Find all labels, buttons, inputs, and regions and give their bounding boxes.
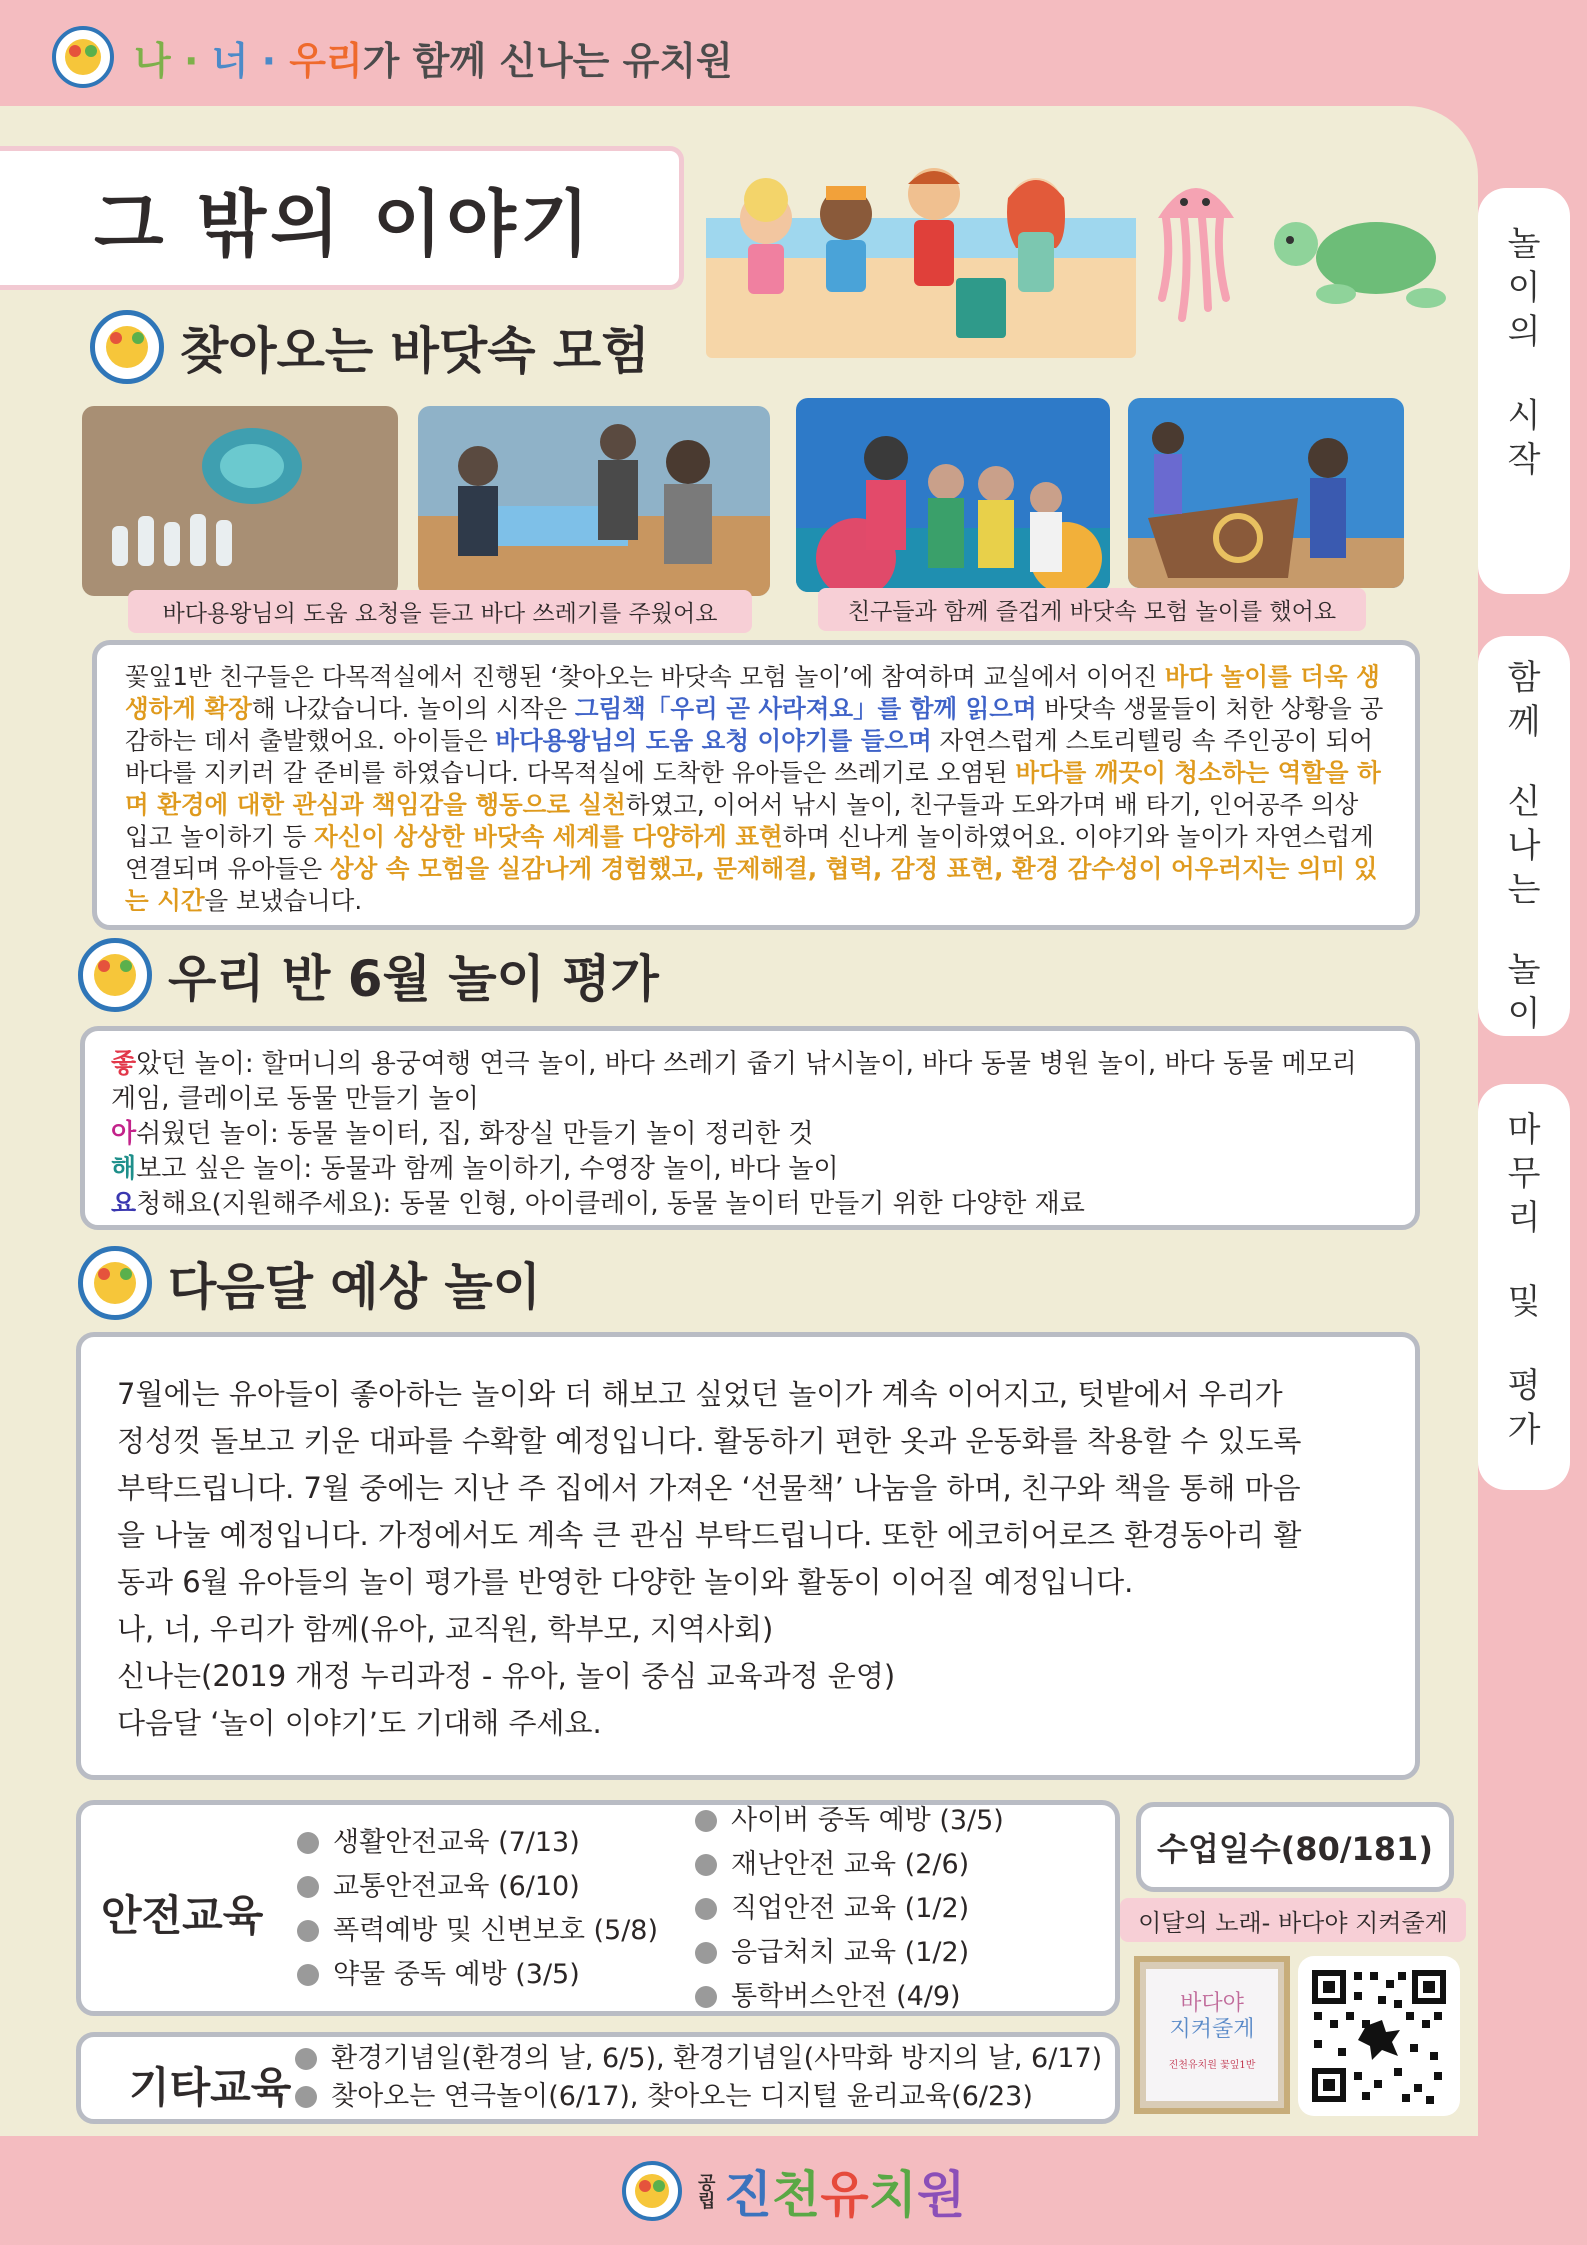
section-title-next-month xyxy=(78,1246,541,1320)
slogan-part: · xyxy=(170,39,212,83)
photo-caption-right: 친구들과 함께 즐겁게 바닷속 모험 놀이를 했어요 xyxy=(818,588,1366,631)
next-month-line: 나, 너, 우리가 함께(유아, 교직원, 학부모, 지역사회) xyxy=(117,1612,774,1646)
title-box xyxy=(0,146,684,290)
kindergarten-logo-icon xyxy=(52,26,114,88)
tab-char: 가 xyxy=(1507,1410,1541,1450)
evaluation-item xyxy=(111,1117,1389,1152)
beach-cleanup-illustration xyxy=(706,158,1454,358)
story-segment: 자신이 상상한 바닷속 세계를 다양하게 표현 xyxy=(314,822,783,851)
tab-char: 의 xyxy=(1507,312,1541,352)
section-heading: 우리 반 6월 놀이 평가 xyxy=(168,950,659,1008)
evaluation-text: 았던 놀이: 할머니의 용궁여행 연극 놀이, 바다 쓰레기 줍기 낚시놀이, 바다 동물 병원 놀이, 바다 동물 메모리 게임, 클레이로 동물 만들기 놀이 xyxy=(111,1049,1357,1114)
safety-item: 폭력예방 및 신변보호 (5/8) xyxy=(297,1909,658,1953)
tab-char: 작 xyxy=(1507,440,1541,480)
safety-item: 통학버스안전 (4/9) xyxy=(695,1975,1004,2019)
side-tab-play-together[interactable] xyxy=(1478,636,1570,1036)
section-title-ocean-adventure xyxy=(90,310,650,384)
tab-char: 놀 xyxy=(1507,950,1541,990)
tab-char: 놀 xyxy=(1507,224,1541,264)
tab-char: 함 xyxy=(1507,658,1541,698)
qr-code-icon[interactable] xyxy=(1298,1956,1460,2116)
next-month-plan-box xyxy=(76,1332,1420,1780)
monthly-song-caption: 이달의 노래- 바다야 지켜줄게 xyxy=(1120,1898,1466,1942)
photo-turtle-trash xyxy=(82,406,398,596)
story-segment: 해 나갔습니다. 놀이의 시작은 xyxy=(251,694,575,723)
tab-char: 신 xyxy=(1507,782,1541,822)
next-month-line: 7월에는 유아들이 좋아하는 놀이와 더 해보고 싶었던 놀이가 계속 이어지고, 텃밭에서 우리가 xyxy=(117,1377,1283,1411)
evaluation-item xyxy=(111,1152,1389,1187)
evaluation-text: 쉬웠던 놀이: 동물 놀이터, 집, 화장실 만들기 놀이 정리한 것 xyxy=(136,1119,814,1149)
evaluation-key: 요 xyxy=(111,1189,137,1219)
story-segment: 꽃잎1반 친구들은 다목적실에서 진행된 ‘찾아오는 바닷속 모험 놀이’에 참여하며 교실에서 이어진 xyxy=(125,662,1165,691)
story-segment: 하며 신나게 놀이하였어요. 이야기와 놀이가 자연스럽게 연결되며 유아들은 xyxy=(125,822,1374,883)
story-segment: 하였고, 이어서 낚시 놀이, 친구들과 도와가며 배 타기, 인어공주 의상 입고 놀이하기 등 xyxy=(125,790,1359,851)
story-segment: 그림책「우리 곧 사라져요」를 함께 읽으며 xyxy=(574,694,1037,723)
other-education-list xyxy=(295,2040,1102,2116)
song-pic-line1: 바다야 xyxy=(1180,1991,1244,2016)
evaluation-key: 아 xyxy=(111,1119,137,1149)
evaluation-item xyxy=(111,1187,1389,1222)
section-heading: 찾아오는 바닷속 모험 xyxy=(180,322,650,380)
section-title-june-evaluation xyxy=(78,938,659,1012)
safety-item: 재난안전 교육 (2/6) xyxy=(695,1843,1004,1887)
tab-char: 는 xyxy=(1507,870,1541,910)
other-education-item: 찾아오는 연극놀이(6/17), 찾아오는 디지털 윤리교육(6/23) xyxy=(295,2078,1102,2116)
photo-caption-left: 바다용왕님의 도움 요청을 듣고 바다 쓰레기를 주웠어요 xyxy=(128,590,752,633)
other-education-box xyxy=(76,2032,1120,2124)
kindergarten-logo-icon xyxy=(90,310,164,384)
tab-char: 이 xyxy=(1507,268,1541,308)
footer-name-char: 천 xyxy=(772,2165,821,2224)
section-heading: 다음달 예상 놀이 xyxy=(168,1258,541,1316)
safety-item: 약물 중독 예방 (3/5) xyxy=(297,1953,658,1997)
safety-list-left xyxy=(297,1821,658,1997)
safety-item: 생활안전교육 (7/13) xyxy=(297,1821,658,1865)
evaluation-item xyxy=(111,1047,1389,1117)
footer-name-char: 치 xyxy=(868,2165,917,2224)
safety-item: 교통안전교육 (6/10) xyxy=(297,1865,658,1909)
header-bar xyxy=(0,0,1587,108)
story-segment: 상상 속 모험을 실감나게 경험했고, 문제해결, 협력, 감정 표현, 환경 감수성이 어우러지는 의미 있는 시간 xyxy=(125,854,1378,915)
safety-item: 사이버 중독 예방 (3/5) xyxy=(695,1799,1004,1843)
footer-name-char: 원 xyxy=(916,2165,966,2224)
evaluation-text: 청해요(지원해주세요): 동물 인형, 아이클레이, 동물 놀이터 만들기 위한 다양한 재료 xyxy=(136,1189,1085,1219)
story-segment: 자연스럽게 스토리텔링 속 주인공이 되어 바다를 지키러 갈 준비를 하였습니다. 다목적실에 도착한 유아들은 쓰레기로 오염된 xyxy=(125,726,1374,787)
story-segment: 바다를 깨끗이 청소하는 역할을 하며 환경에 대한 관심과 책임감을 행동으로 실천 xyxy=(125,758,1381,819)
story-segment: 을 보냈습니다. xyxy=(204,886,363,915)
tab-char: 이 xyxy=(1507,994,1541,1034)
story-segment: 바다 놀이를 더욱 생생하게 확장 xyxy=(125,662,1380,723)
monthly-song-picture xyxy=(1134,1956,1290,2114)
slogan-part: · xyxy=(248,39,290,83)
tab-char: 나 xyxy=(1507,826,1541,866)
next-month-line: 동과 6월 유아들의 놀이 평가를 반영한 다양한 놀이와 활동이 이어질 예정입니다. xyxy=(117,1565,1134,1599)
side-tab-wrap-up[interactable] xyxy=(1478,1084,1570,1490)
kindergarten-logo-icon xyxy=(622,2161,682,2221)
evaluation-key: 좋 xyxy=(111,1049,137,1079)
evaluation-key: 해 xyxy=(111,1154,137,1184)
footer-name-char: 유 xyxy=(820,2165,869,2224)
footer-kindergarten-name xyxy=(724,2155,966,2227)
photo-trash-pickup xyxy=(418,406,770,596)
photo-boat-ride xyxy=(1128,398,1404,588)
tab-char: 및 xyxy=(1507,1282,1541,1322)
song-pic-line2: 지켜줄게 xyxy=(1169,2017,1255,2042)
other-education-label: 기타교육 xyxy=(129,2063,292,2112)
safety-list-right xyxy=(695,1799,1004,2019)
activity-story-text xyxy=(92,640,1420,930)
song-pic-line3: 진천유치원 꽃잎1반 xyxy=(1168,2060,1256,2071)
tab-char: 시 xyxy=(1507,396,1541,436)
footer-public-label: 공립 xyxy=(694,2172,716,2209)
footer-name-char: 진 xyxy=(723,2165,773,2224)
tab-char: 무 xyxy=(1507,1154,1541,1194)
slogan-part: 너 xyxy=(211,39,249,83)
safety-item: 직업안전 교육 (1/2) xyxy=(695,1887,1004,1931)
side-tab-play-start[interactable] xyxy=(1478,188,1570,594)
photo-undersea-costume xyxy=(796,398,1110,592)
play-evaluation-box xyxy=(80,1026,1420,1230)
next-month-line: 정성껏 돌보고 키운 대파를 수확할 예정입니다. 활동하기 편한 옷과 운동화를 착용할 수 있도록 xyxy=(117,1424,1302,1458)
evaluation-text: 보고 싶은 놀이: 동물과 함께 놀이하기, 수영장 놀이, 바다 놀이 xyxy=(136,1154,839,1184)
safety-education-label: 안전교육 xyxy=(101,1891,264,1940)
slogan-part: 우리 xyxy=(289,39,363,83)
kindergarten-logo-icon xyxy=(78,1246,152,1320)
class-days-box: 수업일수(80/181) xyxy=(1136,1802,1454,1892)
header-slogan xyxy=(134,30,733,85)
next-month-line: 다음달 ‘놀이 이야기’도 기대해 주세요. xyxy=(117,1706,602,1740)
tab-char: 평 xyxy=(1507,1366,1541,1406)
next-month-line: 신나는(2019 개정 누리과정 - 유아, 놀이 중심 교육과정 운영) xyxy=(117,1659,896,1693)
footer xyxy=(0,2136,1587,2245)
slogan-part: 나 xyxy=(134,39,171,83)
next-month-line: 을 나눌 예정입니다. 가정에서도 계속 큰 관심 부탁드립니다. 또한 에코히어로즈 환경동아리 활 xyxy=(117,1518,1302,1552)
tab-char: 께 xyxy=(1507,702,1541,742)
safety-item: 응급처치 교육 (1/2) xyxy=(695,1931,1004,1975)
slogan-part: 가 함께 신나는 유치원 xyxy=(362,39,733,83)
next-month-line: 부탁드립니다. 7월 중에는 지난 주 집에서 가져온 ‘선물책’ 나눔을 하며, 친구와 책을 통해 마음 xyxy=(117,1471,1301,1505)
tab-char: 마 xyxy=(1507,1110,1541,1150)
safety-education-box xyxy=(76,1800,1120,2016)
other-education-item: 환경기념일(환경의 날, 6/5), 환경기념일(사막화 방지의 날, 6/17) xyxy=(295,2040,1102,2078)
story-segment: 바닷속 생물들이 처한 상황을 공감하는 데서 출발했어요. 아이들은 xyxy=(125,694,1384,755)
kindergarten-logo-icon xyxy=(78,938,152,1012)
page-title: 그 밖의 이야기 xyxy=(94,182,594,266)
tab-char: 리 xyxy=(1507,1198,1541,1238)
story-segment: 바다용왕님의 도움 요청 이야기를 들으며 xyxy=(495,726,932,755)
